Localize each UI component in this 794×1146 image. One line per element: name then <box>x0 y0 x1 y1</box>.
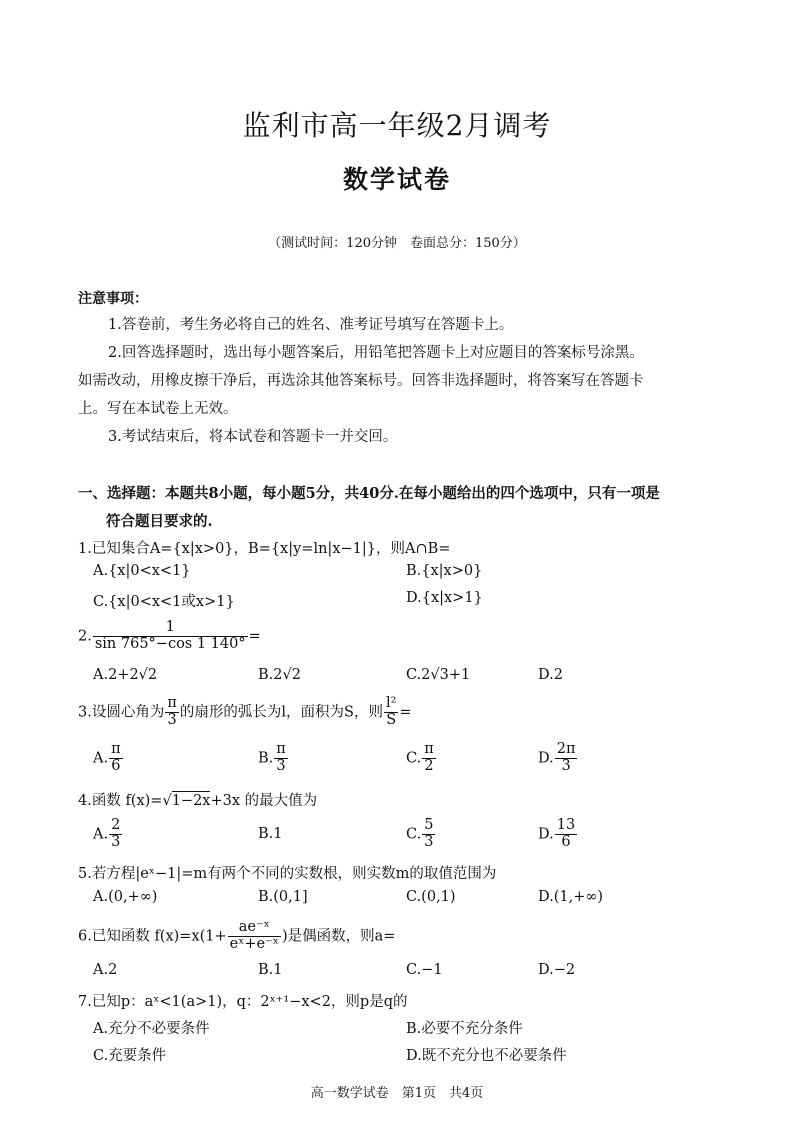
question-1-option-b: B.{x|x>0} <box>406 563 483 579</box>
question-3-angle-den: 3 <box>167 711 177 728</box>
question-4-option-a <box>93 818 123 851</box>
question-2-denominator: sin 765°−cos 1 140° <box>94 635 246 652</box>
question-3-ratio-num: l² <box>385 695 397 711</box>
question-6-numerator: ae⁻ˣ <box>228 920 281 937</box>
option-den: 3 <box>561 757 571 774</box>
question-1-option-d: D.{x|x>1} <box>406 590 483 606</box>
option-label: A. <box>93 750 109 767</box>
notice-item-1: 1.答卷前，考生务必将自己的姓名、准考证号填写在答题卡上。 <box>108 317 514 333</box>
question-6-denominator: eˣ+e⁻ˣ <box>229 935 279 952</box>
option-num: π <box>424 741 434 757</box>
question-3-text-a: 3.设圆心角为 <box>78 704 165 721</box>
question-1-option-a: A.{x|0<x<1} <box>93 563 191 579</box>
question-7-option-a: A.充分不必要条件 <box>93 1021 210 1037</box>
question-3-text-c: = <box>399 704 412 721</box>
question-3-ratio-fraction <box>384 696 398 729</box>
option-num: 2π <box>556 741 576 757</box>
question-4-radicand: 1−2x <box>171 793 211 809</box>
question-1-stem: 1.已知集合A={x|x>0}，B={x|y=ln|x−1|}，则A∩B= <box>78 541 451 557</box>
option-den: 6 <box>561 833 571 850</box>
question-6-text-b: )是偶函数，则a= <box>281 928 396 945</box>
question-2-option-c: C.2√3+1 <box>406 667 471 683</box>
question-4-option-c <box>406 818 436 851</box>
notice-header: 注意事项： <box>78 291 148 307</box>
option-num: 5 <box>424 817 434 833</box>
question-4-option-d <box>538 818 578 851</box>
question-3-option-a <box>93 742 124 775</box>
question-2-option-a: A.2+2√2 <box>93 667 158 683</box>
question-7-option-c: C.充要条件 <box>93 1048 167 1064</box>
question-5-option-c: C.(0,1) <box>406 889 456 905</box>
question-2-equals: = <box>248 628 261 645</box>
question-2-option-b: B.2√2 <box>258 667 301 683</box>
question-6-text-a: 6.已知函数 f(x)=x(1+ <box>78 928 227 945</box>
question-5-option-d: D.(1,+∞) <box>538 889 604 905</box>
question-4-text-a: 4.函数 f(x)= <box>78 793 163 809</box>
option-label: D. <box>538 826 554 843</box>
question-5-stem: 5.若方程|eˣ−1|=m有两个不同的实数根，则实数m的取值范围为 <box>78 866 497 882</box>
question-5-option-a: A.(0,+∞) <box>93 889 158 905</box>
notice-item-2-line-3: 上。写在本试卷上无效。 <box>78 401 238 417</box>
question-3-angle-fraction <box>165 696 179 729</box>
question-3-text-b: 的扇形的弧长为l，面积为S，则 <box>179 704 383 721</box>
option-label: A. <box>93 826 109 843</box>
section-1-header: 一、选择题：本题共8小题，每小题5分，共40分.在每小题给出的四个选项中，只有一项是 <box>78 485 660 502</box>
question-6-option-b: B.1 <box>258 962 283 978</box>
question-4-stem: 4.函数 f(x)=√1−2x+3x 的最大值为 <box>78 793 318 809</box>
exam-title: 监利市高一年级2月调考 <box>242 109 552 142</box>
question-7-stem: 7.已知p：aˣ<1(a>1)，q：2ˣ⁺¹−x<2，则p是q的 <box>78 994 408 1010</box>
question-6-fraction <box>228 920 281 953</box>
question-2-option-d: D.2 <box>538 667 563 683</box>
option-num: 13 <box>556 817 576 833</box>
option-label: C. <box>406 826 422 843</box>
question-2-fraction <box>93 620 248 653</box>
option-num: π <box>111 741 121 757</box>
notice-item-3: 3.考试结束后，将本试卷和答题卡一并交回。 <box>108 429 398 445</box>
question-6-option-c: C.−1 <box>406 962 443 978</box>
option-den: 3 <box>424 833 434 850</box>
question-5-option-b: B.(0,1] <box>258 889 308 905</box>
question-3-option-d <box>538 742 578 775</box>
question-4-option-b: B.1 <box>258 826 283 842</box>
option-num: 2 <box>111 817 121 833</box>
option-den: 2 <box>424 757 434 774</box>
option-den: 6 <box>111 757 121 774</box>
option-num: π <box>276 741 286 757</box>
option-label: C. <box>406 750 422 767</box>
question-6-option-a: A.2 <box>93 962 118 978</box>
option-den: 3 <box>111 833 121 850</box>
notice-item-2-line-2: 如需改动，用橡皮擦干净后，再选涂其他答案标号。回答非选择题时，将答案写在答题卡 <box>78 373 644 389</box>
notice-item-2-line-1: 2.回答选择题时，选出每小题答案后，用铅笔把答题卡上对应题目的答案标号涂黑。 <box>108 345 644 361</box>
question-3-ratio-den: S <box>386 711 397 728</box>
question-3-stem <box>78 696 412 729</box>
option-label: D. <box>538 750 554 767</box>
question-3-option-c <box>406 742 437 775</box>
question-4-text-b: +3x 的最大值为 <box>210 793 318 809</box>
question-3-option-b <box>258 742 289 775</box>
exam-subject: 数学试卷 <box>342 165 451 194</box>
question-6-option-d: D.−2 <box>538 962 576 978</box>
question-7-option-d: D.既不充分也不必要条件 <box>406 1048 567 1064</box>
question-3-angle-num: π <box>167 695 177 711</box>
question-6-stem <box>78 920 395 953</box>
option-label: B. <box>258 750 274 767</box>
question-2-number: 2. <box>78 628 92 645</box>
section-1-header-cont: 符合题目要求的. <box>106 513 213 530</box>
question-7-option-b: B.必要不充分条件 <box>406 1021 523 1037</box>
exam-info: （测试时间：120分钟 卷面总分：150分） <box>268 236 526 251</box>
question-1-option-c: C.{x|0<x<1或x>1} <box>93 594 235 610</box>
question-2-stem <box>78 620 261 653</box>
page-footer: 高一数学试卷 第1页 共4页 <box>310 1086 484 1101</box>
question-2-numerator: 1 <box>93 620 248 637</box>
option-den: 3 <box>276 757 286 774</box>
